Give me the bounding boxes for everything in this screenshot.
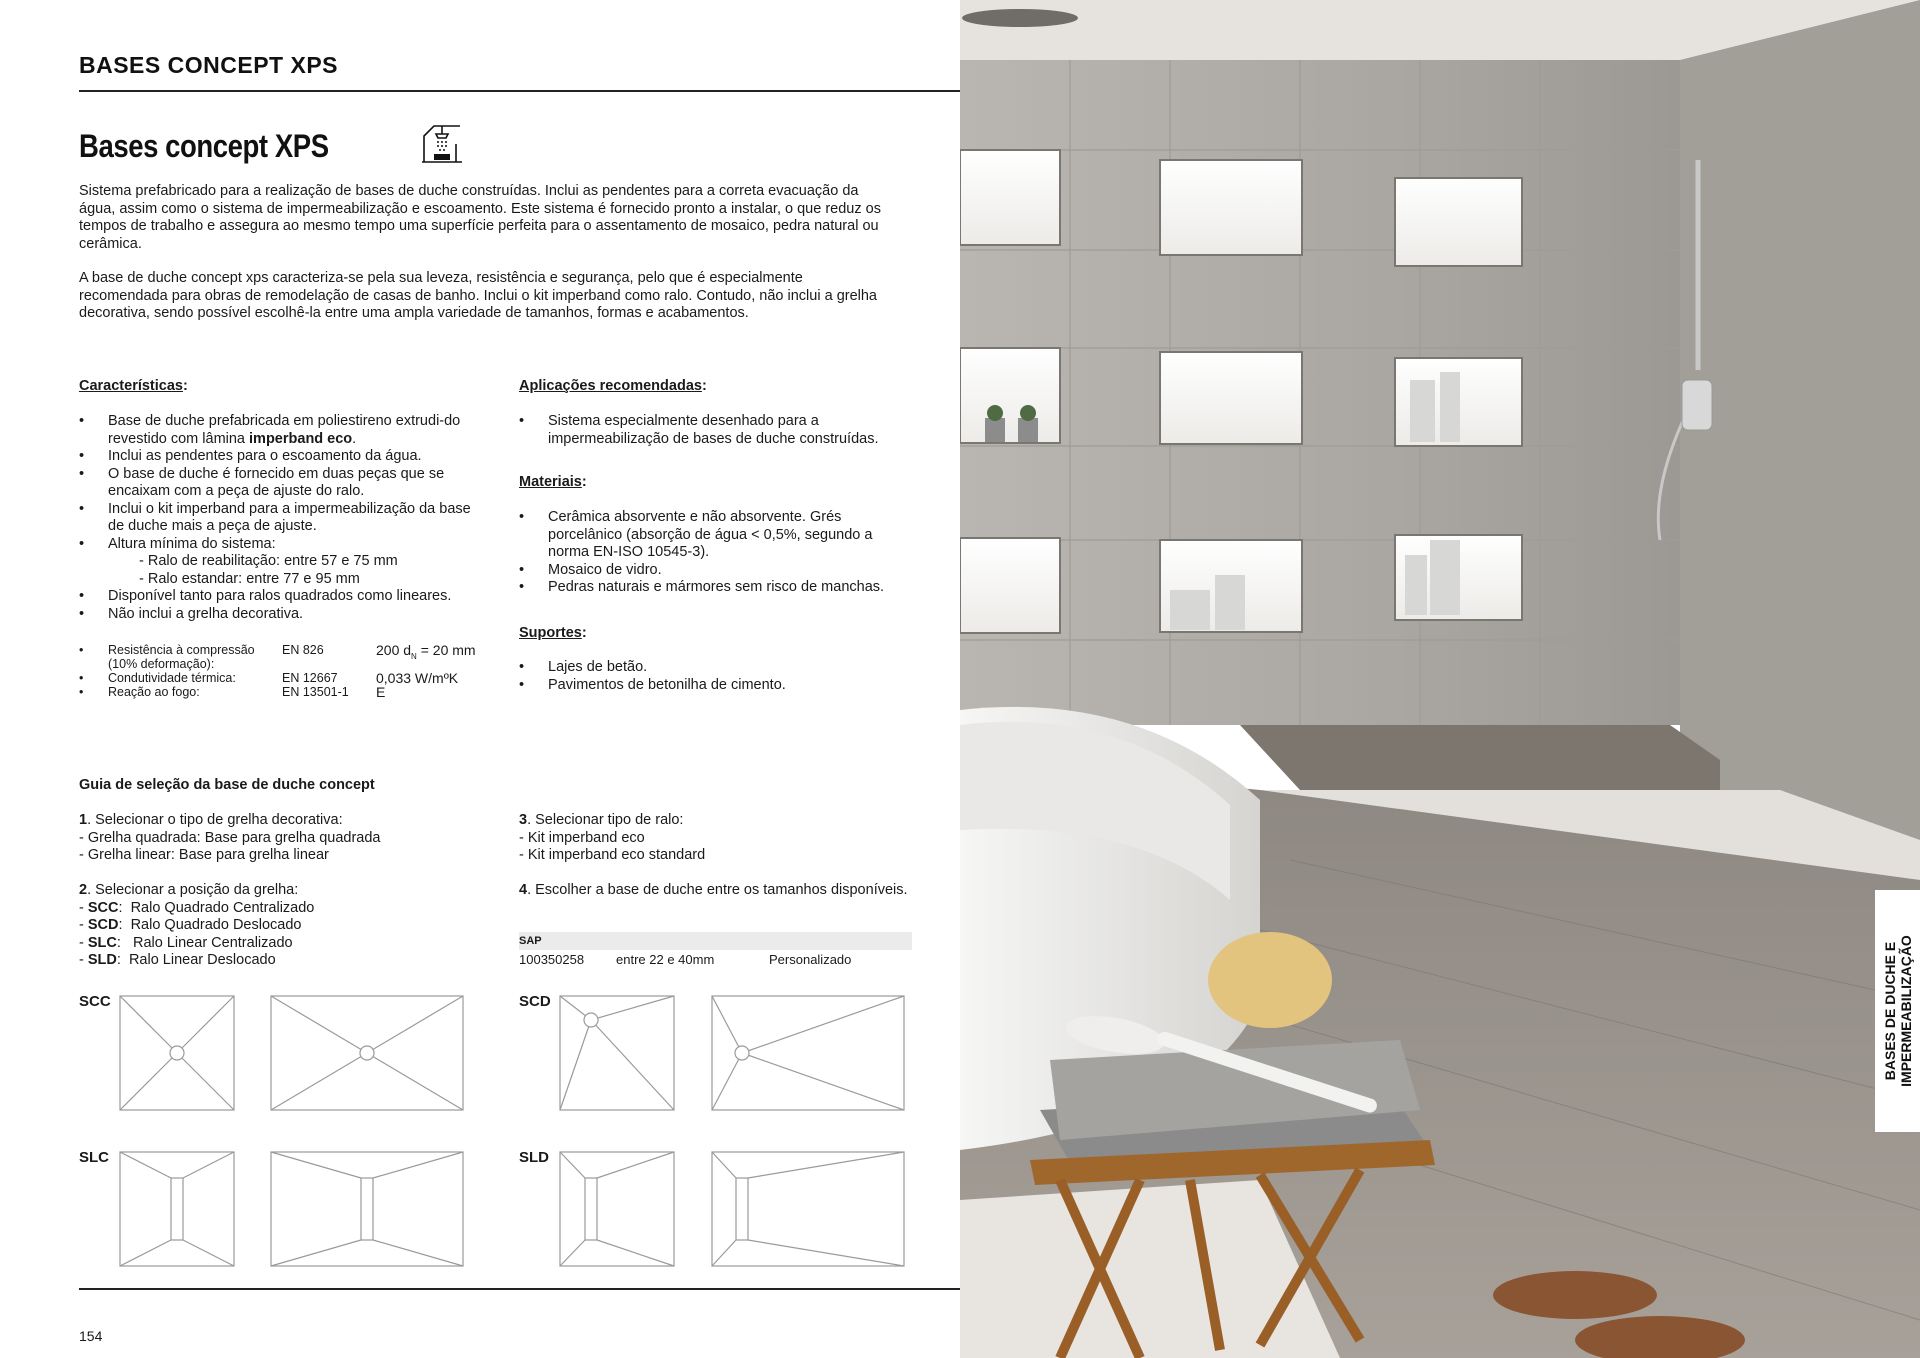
table-row: • Resistência à compressão (10% deformação): EN 826 200 $d_N = 20$ mm xyxy=(79,642,476,671)
page-number: 154 xyxy=(79,1328,103,1344)
list-item: • Pavimentos de betonilha de cimento. xyxy=(519,677,899,695)
diagram-sld-large xyxy=(712,1152,904,1266)
list-item: • Sistema especialmente desenhado para a impermeabilização de bases de duche construídas. xyxy=(519,413,899,448)
intro-paragraph-2: A base de duche concept xps caracteriza-se pela sua leveza, resistência e segurança, pelo que é especialmente recomendada para obras de remodelação de casas de banho. Inclui o kit imperband como ralo. Contudo, não inclui a grelha decorativa, sendo possível escolhê-la entre uma ampla variedade de tamanhos, formas e acabamentos. xyxy=(79,270,877,321)
table-row: • Reação ao fogo: EN 13501-1 E xyxy=(79,684,386,700)
sap-table-header: SAP xyxy=(519,932,912,950)
page-title: Bases concept XPS xyxy=(79,128,329,164)
side-tab-line-2: IMPERMEABILIZAÇÃO xyxy=(1897,935,1914,1087)
diagram-scd-large xyxy=(712,996,904,1110)
guide-heading: Guia de seleção da base de duche concept xyxy=(79,777,375,793)
guide-step-2: 2. Selecionar a posição da grelha: - SCC: Ralo Quadrado Centralizado - SCD: Ralo Quadrado Deslocado - SLC: Ralo Linear Centralizado - SLD: Ralo Linear Deslocado xyxy=(79,882,315,968)
list-subitem: - Ralo estandar: entre 77 e 95 mm xyxy=(139,570,360,587)
section-title: BASES CONCEPT XPS xyxy=(79,52,338,78)
supports-heading: Suportes: xyxy=(519,625,587,641)
guide-step-4: 4. Escolher a base de duche entre os tamanhos disponíveis. xyxy=(519,882,908,898)
footer-divider xyxy=(79,1288,960,1290)
diagram-label-sld: SLD xyxy=(519,1149,549,1166)
list-item: • Inclui o kit imperband para a impermeabilização da base de duche mais a peça de ajuste. xyxy=(79,501,479,536)
list-item: • Disponível tanto para ralos quadrados como lineares. xyxy=(79,588,479,606)
section-side-tab[interactable] xyxy=(1875,890,1920,1132)
diagram-scd-small xyxy=(560,996,674,1110)
list-item: • O base de duche é fornecido em duas peças que se encaixam com a peça de ajuste do ralo. xyxy=(79,466,479,501)
diagram-label-scc: SCC xyxy=(79,993,111,1010)
list-subitem: - Ralo de reabilitação: entre 57 e 75 mm xyxy=(139,553,398,569)
table-row: 100350258 entre 22 e 40mm Personalizado xyxy=(519,952,852,967)
table-row: • Condutividade térmica: EN 12667 0,033 W/mºK xyxy=(79,670,459,686)
bathroom-photo xyxy=(960,0,1920,1358)
list-item: • Inclui as pendentes para o escoamento da água. xyxy=(79,448,479,466)
list-item: • Lajes de betão. xyxy=(519,659,899,677)
list-item: • Mosaico de vidro. xyxy=(519,562,899,580)
list-item: • Não inclui a grelha decorativa. xyxy=(79,606,479,624)
applications-heading: Aplicações recomendadas: xyxy=(519,378,707,394)
materials-heading: Materiais: xyxy=(519,474,587,490)
features-heading: Características: xyxy=(79,378,188,394)
guide-step-3: 3. Selecionar tipo de ralo: - Kit imperband eco - Kit imperband eco standard xyxy=(519,812,706,863)
diagram-slc-large xyxy=(271,1152,463,1266)
diagram-scc-small xyxy=(120,996,234,1110)
list-item: • Altura mínima do sistema: xyxy=(79,536,479,554)
guide-step-1: 1. Selecionar o tipo de grelha decorativa: - Grelha quadrada: Base para grelha quadrada - Grelha linear: Base para grelha linear xyxy=(79,812,381,863)
list-item: • Base de duche prefabricada em poliestireno extrudi-do revestido com lâmina imperband eco. xyxy=(79,413,479,448)
diagram-slc-small xyxy=(120,1152,234,1266)
diagram-label-slc: SLC xyxy=(79,1149,109,1166)
diagram-label-scd: SCD xyxy=(519,993,551,1010)
side-tab-line-1: BASES DE DUCHE E xyxy=(1881,941,1898,1081)
list-item: • Cerâmica absorvente e não absorvente. Grés porcelânico (absorção de água < 0,5%, segundo a norma EN-ISO 10545-3). xyxy=(519,509,899,562)
list-item: • Pedras naturais e mármores sem risco de manchas. xyxy=(519,579,899,597)
diagram-sld-small xyxy=(560,1152,674,1266)
diagram-scc-large xyxy=(271,996,463,1110)
intro-paragraph-1: Sistema prefabricado para a realização de bases de duche construídas. Inclui as pendentes para a correta evacuação da água, assim como o sistema de impermeabilização e escoamento. Este sistema é fornecido pronto a instalar, o que reduz os tempos de trabalho e assegura ao mesmo tempo uma superfície perfeita para o assentamento de mosaico, pedra natural ou cerâmica. xyxy=(79,183,881,252)
